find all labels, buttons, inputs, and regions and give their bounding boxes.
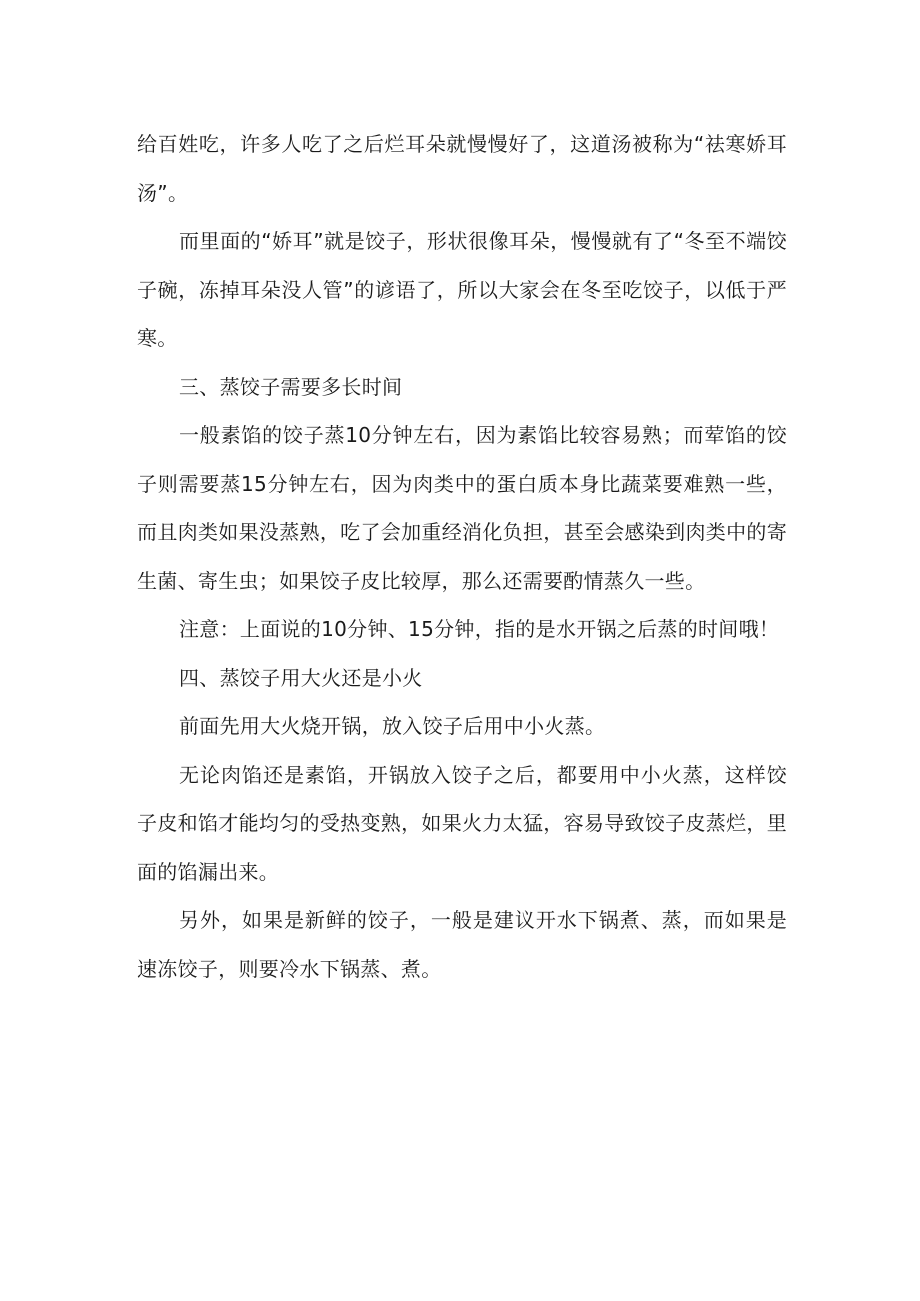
section-heading-steam-time: 三、蒸饺子需要多长时间 bbox=[179, 374, 403, 399]
paragraph-fresh-vs-frozen: 另外，如果是新鲜的饺子，一般是建议开水下锅煮、蒸，而如果是速冻饺子，则要冷水下锅蒸、煮。 bbox=[137, 908, 787, 981]
document-body bbox=[137, 120, 787, 993]
paragraph-steam-time: 一般素馅的饺子蒸10分钟左右，因为素馅比较容易熟；而荤馅的饺子则需要蒸15分钟左右，因为肉类中的蛋白质本身比蔬菜要难熟一些，而且肉类如果没蒸熟，吃了会加重经消化负担，甚至会感染到肉类中的寄生菌、寄生虫；如果饺子皮比较厚，那么还需要酌情蒸久一些。 bbox=[137, 423, 787, 593]
paragraph-heat-summary: 前面先用大火烧开锅，放入饺子后用中小火蒸。 bbox=[179, 714, 606, 738]
paragraph-note: 注意：上面说的10分钟、15分钟，指的是水开锅之后蒸的时间哦！ bbox=[179, 617, 780, 641]
paragraph-jiaoer-origin: 而里面的“娇耳”就是饺子，形状很像耳朵，慢慢就有了“冬至不端饺子碗，冻掉耳朵没人管”的谚语了，所以大家会在冬至吃饺子，以低于严寒。 bbox=[137, 229, 787, 350]
paragraph-continuation: 给百姓吃，许多人吃了之后烂耳朵就慢慢好了，这道汤被称为“祛寒娇耳汤”。 bbox=[137, 132, 787, 205]
section-heading-heat-level: 四、蒸饺子用大火还是小火 bbox=[179, 665, 423, 690]
paragraph-heat-detail: 无论肉馅还是素馅，开锅放入饺子之后，都要用中小火蒸，这样饺子皮和馅才能均匀的受热变熟，如果火力太猛，容易导致饺子皮蒸烂，里面的馅漏出来。 bbox=[137, 762, 787, 884]
